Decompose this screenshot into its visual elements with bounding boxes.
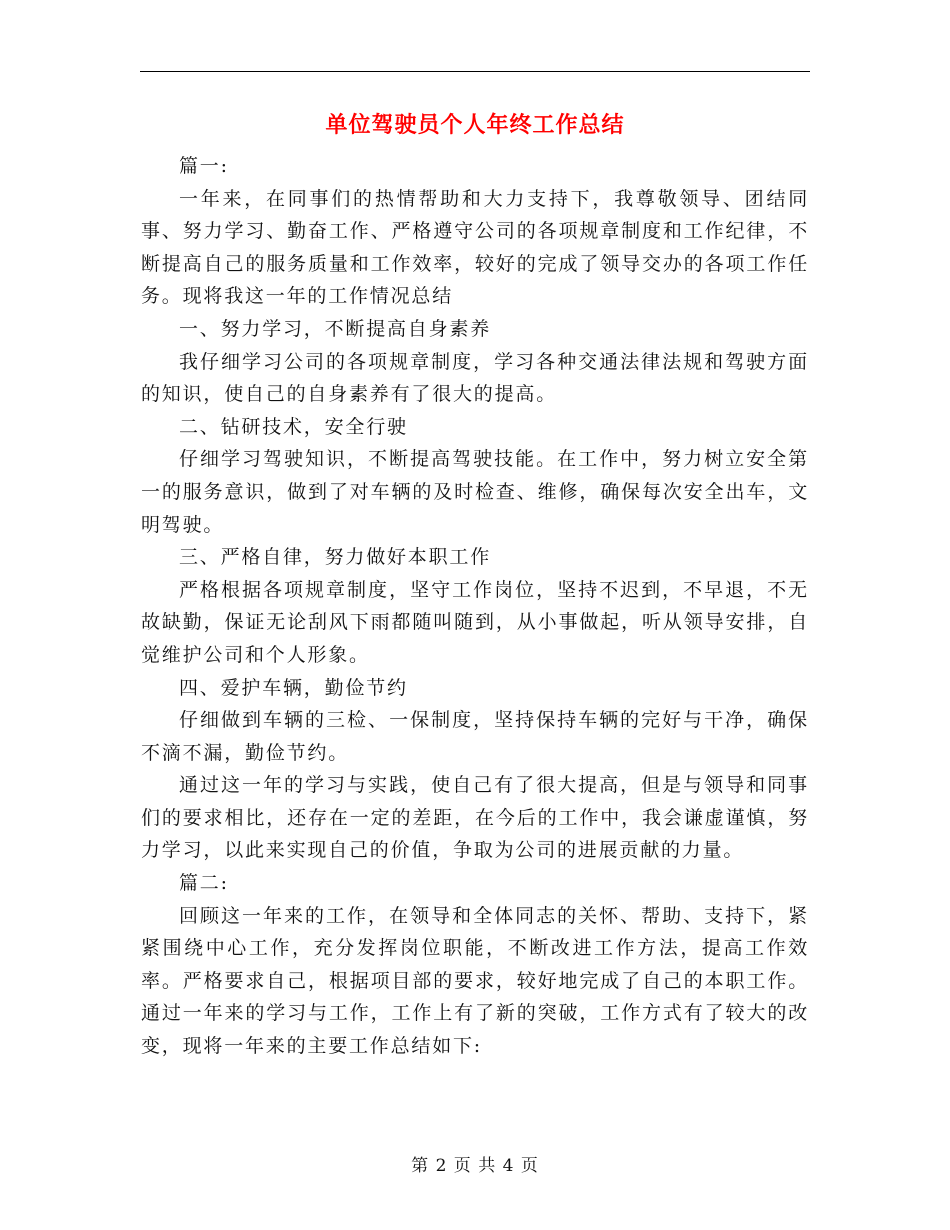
- document-body: [141, 150, 809, 1063]
- document-title: 单位驾驶员个人年终工作总结: [325, 112, 625, 138]
- subsection-heading: 三、严格自律，努力做好本职工作: [179, 546, 492, 569]
- paragraph: 一年来，在同事们的热情帮助和大力支持下，我尊敬领导、团结同事、努力学习、勤奋工作、严格遵守公司的各项规章制度和工作纪律，不断提高自己的服务质量和工作效率，较好的完成了领导交办的各项工作任务。现将我这一年的工作情况总结: [141, 187, 809, 308]
- paragraph: 仔细做到车辆的三检、一保制度，坚持保持车辆的完好与干净，确保不滴不漏，勤俭节约。: [141, 709, 809, 764]
- paragraph: 仔细学习驾驶知识，不断提高驾驶技能。在工作中，努力树立安全第一的服务意识，做到了对车辆的及时检查、维修，确保每次安全出车，文明驾驶。: [141, 448, 809, 536]
- paragraph: 严格根据各项规章制度，坚守工作岗位，坚持不迟到，不早退，不无故缺勤，保证无论刮风下雨都随叫随到，从小事做起，听从领导安排，自觉维护公司和个人形象。: [141, 578, 809, 666]
- paragraph: 通过这一年的学习与实践，使自己有了很大提高，但是与领导和同事们的要求相比，还存在一定的差距，在今后的工作中，我会谦虚谨慎，努力学习，以此来实现自己的价值，争取为公司的进展贡献的力量。: [141, 774, 809, 862]
- subsection-heading: 四、爱护车辆，勤俭节约: [179, 676, 408, 699]
- header-rule: [140, 71, 810, 72]
- subsection-heading: 二、钻研技术，安全行驶: [179, 415, 408, 438]
- page-number-footer: 第 2 页 共 4 页: [411, 1156, 539, 1176]
- paragraph: 回顾这一年来的工作，在领导和全体同志的关怀、帮助、支持下，紧紧围绕中心工作，充分发挥岗位职能，不断改进工作方法，提高工作效率。严格要求自己，根据项目部的要求，较好地完成了自己的本职工作。通过一年来的学习与工作，工作上有了新的突破，工作方式有了较大的改变，现将一年来的主要工作总结如下:: [141, 904, 809, 1058]
- section-heading: 篇一:: [179, 155, 229, 177]
- subsection-heading: 一、努力学习，不断提高自身素养: [179, 317, 492, 340]
- paragraph: 我仔细学习公司的各项规章制度，学习各种交通法律法规和驾驶方面的知识，使自己的自身素养有了很大的提高。: [141, 350, 809, 406]
- section-heading: 篇二:: [179, 872, 229, 895]
